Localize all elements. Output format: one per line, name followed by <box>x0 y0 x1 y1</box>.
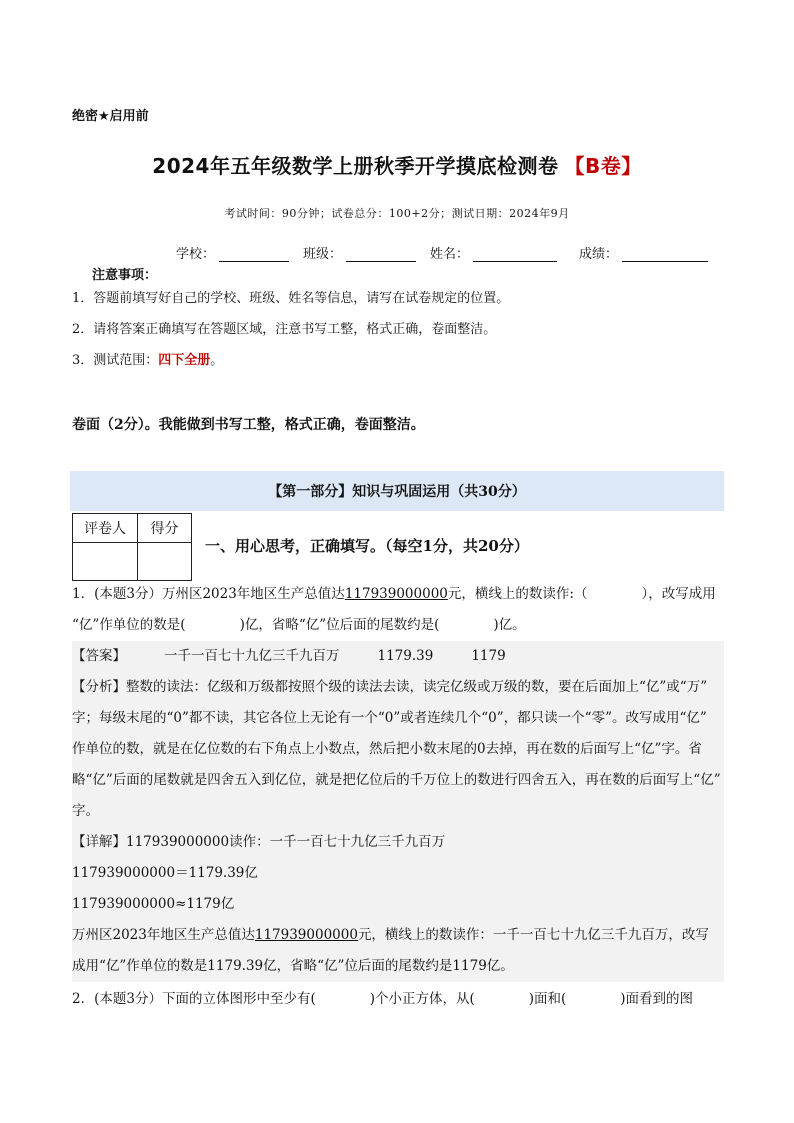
school-label: 学校： <box>176 247 216 262</box>
neatness-note: 卷面（2分）。我能做到书写工整，格式正确，卷面整洁。 <box>72 417 425 433</box>
answer-row <box>72 641 724 672</box>
detail-line-4-b: 元，横线上的数读作：一千一百七十九亿三千九百万，改写 <box>357 927 709 943</box>
student-info-fields <box>176 243 722 262</box>
analysis-label: 【分析】 <box>72 679 126 695</box>
question-1-line-1 <box>72 579 724 610</box>
detail-number: 117939000000 <box>254 927 358 943</box>
analysis-line-2: 字；每级末尾的“0”都不读，其它各位上无论有一个“0”或者连续几个“0”，都只读一个“零”。改写成用“亿” <box>72 710 707 726</box>
detail-block <box>72 827 724 982</box>
score-header: 得分 <box>138 514 192 543</box>
answer-2: 1179.39 <box>377 648 434 664</box>
grader-score-table <box>72 513 192 581</box>
school-field[interactable] <box>176 243 289 262</box>
detail-line-5: 成用“亿”作单位的数是1179.39亿，省略“亿”位后面的尾数约是1179亿。 <box>72 958 514 974</box>
analysis-block <box>72 672 724 827</box>
answer-1: 一千一百七十九亿三千九百万 <box>164 648 340 664</box>
class-field[interactable] <box>303 243 416 262</box>
detail-line-4-a: 万州区2023年地区生产总值达 <box>72 927 255 943</box>
q1-number: 117939000000 <box>344 586 448 602</box>
detail-label: 【详解】 <box>72 834 126 850</box>
q1-text-b: 元，横线上的数读作:（ ），改写成用 <box>447 586 716 602</box>
detail-line-1: 117939000000读作：一千一百七十九亿三千九百万 <box>126 834 446 850</box>
q1-text-a: 1．(本题3分）万州区2023年地区生产总值达 <box>72 586 345 602</box>
question-1-line-2: “亿”作单位的数是( )亿，省略“亿”位后面的尾数约是( )亿。 <box>72 617 526 633</box>
analysis-line-4: 略“亿”后面的尾数就是四舍五入到亿位，就是把亿位后的千万位上的数进行四舍五入，再在数的后面写上“亿” <box>72 772 721 788</box>
notice-item-2: 2．请将答案正确填写在答题区域，注意书写工整，格式正确，卷面整洁。 <box>72 322 497 337</box>
detail-line-4 <box>72 920 724 951</box>
score-field[interactable] <box>579 243 708 262</box>
exam-info: 考试时间：90分钟；试卷总分：100+2分；测试日期：2024年9月 <box>224 207 570 220</box>
name-field[interactable] <box>430 243 557 262</box>
name-blank[interactable] <box>473 247 557 262</box>
score-label: 成绩： <box>579 247 619 262</box>
analysis-line-3: 作单位的数，就是在亿位数的右下角点上小数点，然后把小数末尾的0去掉，再在数的后面写上“亿”字。省 <box>72 741 702 757</box>
notice-item-1: 1．答题前填写好自己的学校、班级、姓名等信息，请写在试卷规定的位置。 <box>72 291 510 306</box>
analysis-line-1: 整数的读法：亿级和万级都按照个级的读法去读，读完亿级或万级的数，要在后面加上“亿”或“万” <box>126 679 708 695</box>
score-cell[interactable] <box>138 543 192 581</box>
detail-line-3: 117939000000≈1179亿 <box>72 896 235 912</box>
part-one-header: 【第一部分】知识与巩固运用（共30分） <box>70 471 724 511</box>
detail-line-2: 117939000000＝1179.39亿 <box>72 865 258 881</box>
class-label: 班级： <box>303 247 343 262</box>
title-tag: 【B卷】 <box>564 154 642 178</box>
section-title: 一、用心思考，正确填写。（每空1分，共20分） <box>205 537 529 555</box>
title-main: 2024年五年级数学上册秋季开学摸底检测卷 <box>152 154 559 178</box>
exam-title <box>0 150 794 179</box>
answer-label: 【答案】 <box>72 648 126 664</box>
confidential-label: 绝密★启用前 <box>72 109 149 124</box>
question-2-line-1: 2．(本题3分）下面的立体图形中至少有( )个小正方体，从( )面和( )面看到的图 <box>72 991 694 1007</box>
grader-cell[interactable] <box>73 543 138 581</box>
score-blank[interactable] <box>622 247 708 262</box>
class-blank[interactable] <box>346 247 416 262</box>
name-label: 姓名： <box>430 247 470 262</box>
notice-item-3-prefix: 3．测试范围： <box>72 353 159 368</box>
notice-item-3-suffix: 。 <box>210 353 224 368</box>
grader-header: 评卷人 <box>73 514 138 543</box>
analysis-line-5: 字。 <box>72 803 99 819</box>
notice-item-3 <box>72 351 223 371</box>
notice-heading: 注意事项： <box>92 268 158 283</box>
test-scope: 四下全册 <box>158 353 211 368</box>
school-blank[interactable] <box>219 247 289 262</box>
answer-3: 1179 <box>471 648 506 664</box>
